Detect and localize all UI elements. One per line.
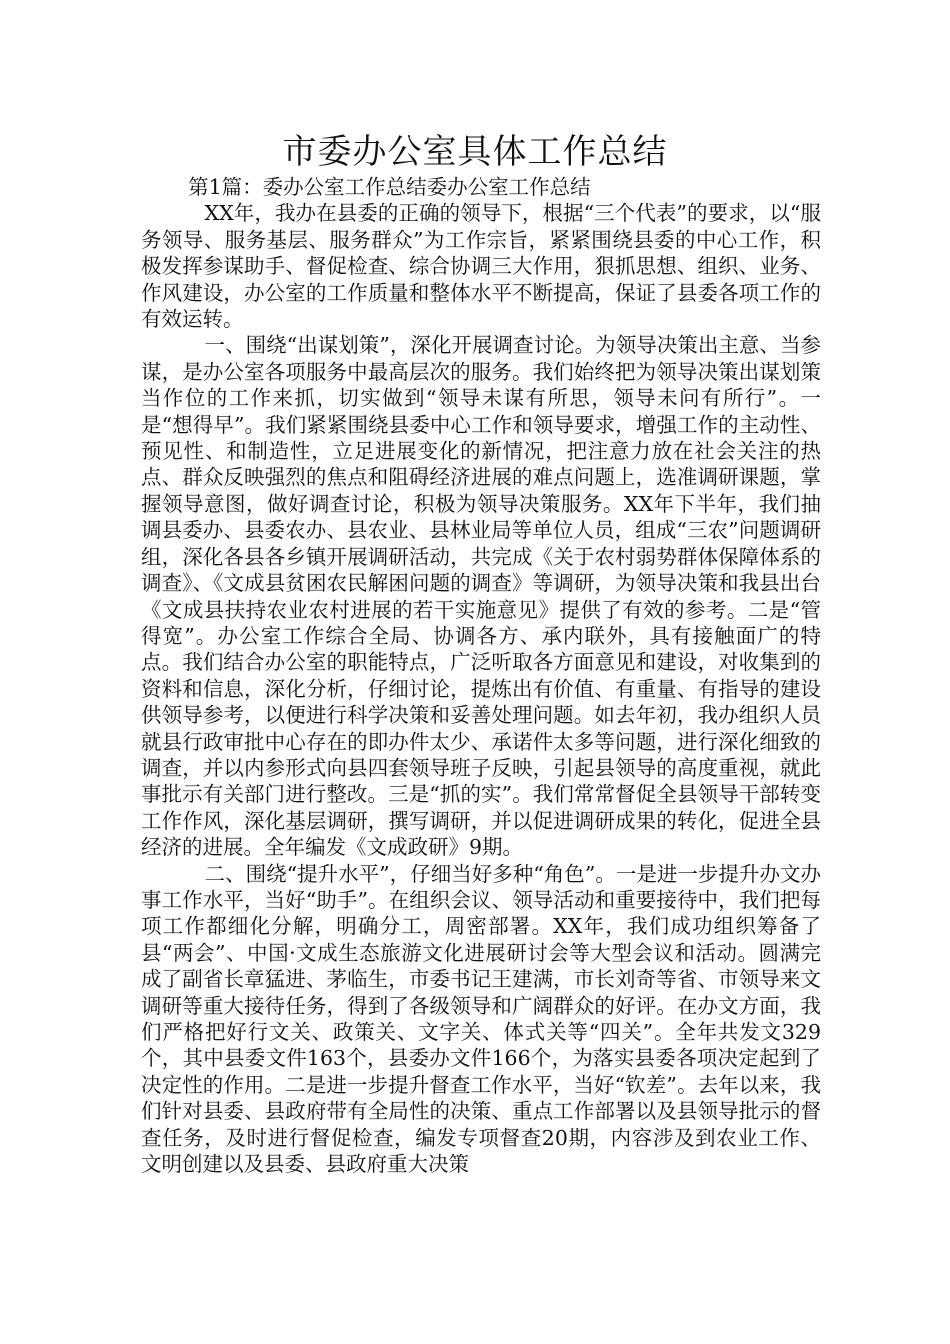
document-title: 市委办公室具体工作总结 xyxy=(282,132,668,172)
document-subtitle: 第1篇：委办公室工作总结委办公室工作总结 xyxy=(188,175,591,199)
document-body xyxy=(141,174,821,1177)
paragraph-section-two: 二、围绕“提升水平”，仔细当好多种“角色”。一是进一步提升办文办事工作水平，当好“助手”。在组织会议、领导活动和重要接待中，我们把每项工作都细化分解，明确分工，周密部署。XX年，我们成功组织筹备了县“两会”、中国·文成生态旅游文化进展研讨会等大型会议和活动。圆满完成了副省长章猛进、茅临生，市委书记王建满，市长刘奇等省、市领导来文调研等重大接待任务，得到了各级领导和广阔群众的好评。在办文方面，我们严格把好行文关、政策关、文字关、体式关等“四关”。全年共发文329个，其中县委文件163个，县委办文件166个，为落实县委各项决定起到了决定性的作用。二是进一步提升督查工作水平，当好“钦差”。去年以来，我们针对县委、县政府带有全局性的决策、重点工作部署以及县领导批示的督查任务，及时进行督促检查，编发专项督查20期，内容涉及到农业工作、文明创建以及县委、县政府重大决策 xyxy=(141,861,821,1177)
paragraph-section-one: 一、围绕“出谋划策”，深化开展调查讨论。为领导决策出主意、当参谋，是办公室各项服务中最高层次的服务。我们始终把为领导决策出谋划策当作位的工作来抓，切实做到“领导未谋有所思，领导未问有所行”。一是“想得早”。我们紧紧围绕县委中心工作和领导要求，增强工作的主动性、预见性、和制造性，立足进展变化的新情况，把注意力放在社会关注的热点、群众反映强烈的焦点和阻碍经济进展的难点问题上，选准调研课题，掌握领导意图，做好调查讨论，积极为领导决策服务。XX年下半年，我们抽调县委办、县委农办、县农业、县林业局等单位人员，组成“三农”问题调研组，深化各县各乡镇开展调研活动，共完成《关于农村弱势群体保障体系的调查》、《文成县贫困农民解困问题的调查》等调研，为领导决策和我县出台《文成县扶持农业农村进展的若干实施意见》提供了有效的参考。二是“管得宽”。办公室工作综合全局、协调各方、承内联外，具有接触面广的特点。我们结合办公室的职能特点，广泛听取各方面意见和建设，对收集到的资料和信息，深化分析，仔细讨论，提炼出有价值、有重量、有指导的建设供领导参考，以便进行科学决策和妥善处理问题。如去年初，我办组织人员就县行政审批中心存在的即办件太少、承诺件太多等问题，进行深化细致的调查，并以内参形式向县四套领导班子反映，引起县领导的高度重视，就此事批示有关部门进行整改。三是“抓的实”。我们常常督促全县领导干部转变工作作风，深化基层调研，撰写调研，并以促进调研成果的转化，促进全县经济的进展。全年编发《文成政研》9期。 xyxy=(141,333,821,860)
paragraph-intro: XX年，我办在县委的正确的领导下，根据“三个代表”的要求，以“服务领导、服务基层、服务群众”为工作宗旨，紧紧围绕县委的中心工作，积极发挥参谋助手、督促检查、综合协调三大作用，狠抓思想、组织、业务、作风建设，办公室的工作质量和整体水平不断提高，保证了县委各项工作的有效运转。 xyxy=(141,201,821,332)
